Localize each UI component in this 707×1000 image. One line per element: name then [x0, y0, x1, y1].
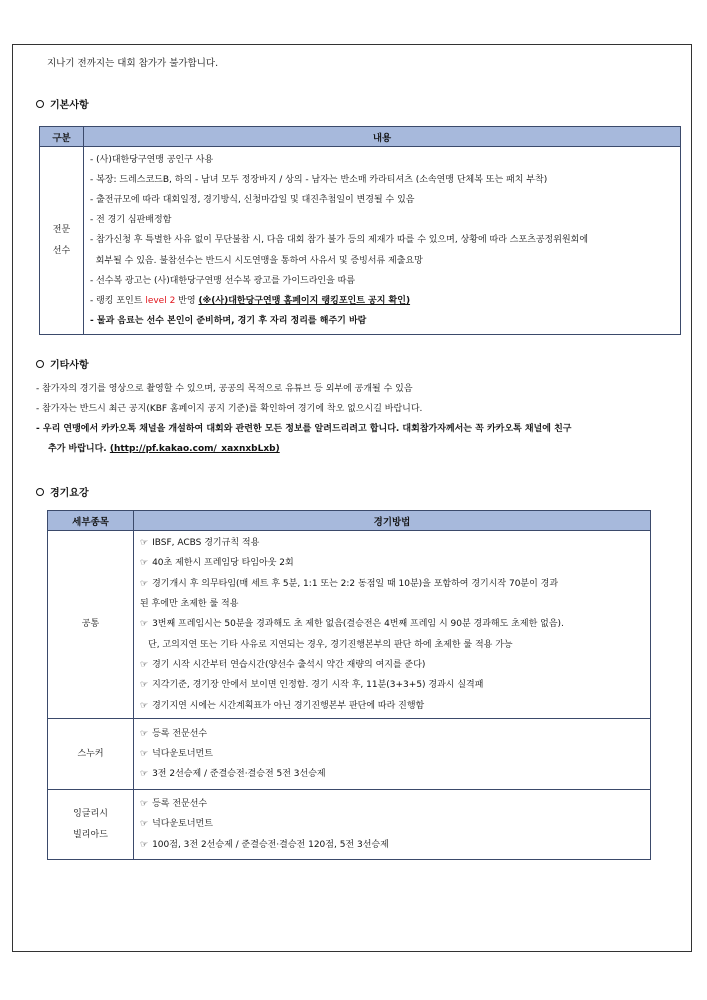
- category-cell: 잉글리시 빌리아드: [48, 790, 134, 860]
- pointing-hand-icon: ☞: [140, 558, 149, 569]
- pointing-hand-icon: ☞: [140, 819, 149, 830]
- section-title-game: 경기요강: [36, 487, 89, 501]
- list-item: 된 후에만 초제한 룰 적용: [140, 599, 239, 610]
- level-badge: level 2: [145, 296, 176, 306]
- list-item: ☞ 3번째 프레임시는 50분을 경과해도 초 제한 없음(결승전은 4번째 프레임 시 90분 경과해도 초제한 없음).: [140, 619, 564, 630]
- section-title-basic: 기본사항: [36, 99, 89, 113]
- note-line: - 우리 연맹에서 카카오톡 채널을 개설하여 대회와 관련한 모든 정보를 알려드리려고 합니다. 대회참가자께서는 꼭 카카오톡 채널에 친구: [36, 424, 572, 434]
- list-item: 단, 고의지연 또는 기타 사유로 지연되는 경우, 경기진행본부의 판단 하에 초제한 룰 적용 가능: [148, 639, 513, 650]
- note-line: - 참가자의 경기를 영상으로 촬영할 수 있으며, 공공의 목적으로 유튜브 등 외부에 공개될 수 있음: [36, 384, 413, 394]
- pointing-hand-icon: ☞: [140, 728, 149, 739]
- table-header: 세부종목: [48, 511, 134, 531]
- table-row: [48, 531, 651, 719]
- list-item: ☞ 넉다운토너먼트: [140, 819, 213, 830]
- list-item: ☞ 경기개시 후 의무타임(매 세트 후 5분, 1:1 또는 2:2 동점일 때 10분)을 포함하여 경기시작 70분이 경과: [140, 578, 559, 589]
- circle-bullet-icon: [36, 100, 44, 108]
- other-notes: [36, 379, 686, 459]
- pointing-hand-icon: ☞: [140, 769, 149, 780]
- game-rules-table: [47, 510, 651, 860]
- list-item: ☞ 등록 전문선수: [140, 728, 208, 739]
- pointing-hand-icon: ☞: [140, 659, 149, 670]
- list-item: ☞ 넉다운토너먼트: [140, 748, 213, 759]
- note-line: 추가 바랍니다. (http://pf.kakao.com/_xaxnxbLxb): [48, 444, 280, 454]
- category-cell: 공통: [48, 531, 134, 719]
- pointing-hand-icon: ☞: [140, 538, 149, 549]
- table-row: [48, 719, 651, 790]
- pointing-hand-icon: ☞: [140, 748, 149, 759]
- list-item: - 물과 음료는 선수 본인이 준비하며, 경기 후 자리 정리를 해주기 바람: [90, 316, 367, 327]
- content-cell: [84, 147, 681, 335]
- list-item: - 전 경기 심판배정함: [90, 215, 172, 226]
- list-item: ☞ IBSF, ACBS 경기규칙 적용: [140, 538, 260, 549]
- kakao-channel-link[interactable]: (http://pf.kakao.com/_xaxnxbLxb): [109, 444, 280, 454]
- pointing-hand-icon: ☞: [140, 680, 149, 691]
- list-item: ☞ 100점, 3전 2선승제 / 준결승전·결승전 120점, 5전 3선승제: [140, 839, 389, 850]
- list-item: - 복장: 드레스코드B, 하의 - 남녀 모두 정장바지 / 상의 - 남자는 반소매 카라티셔츠 (소속연맹 단체복 또는 패치 부착): [90, 174, 548, 185]
- list-item: ☞ 3전 2선승제 / 준결승전·결승전 5전 3선승제: [140, 769, 326, 780]
- content-cell: [134, 531, 651, 719]
- note-line: - 참가자는 반드시 최근 공지(KBF 홈페이지 공지 기준)를 확인하여 경기에 착오 없으시길 바랍니다.: [36, 404, 423, 414]
- basic-info-table: [39, 126, 681, 335]
- table-row: [48, 790, 651, 860]
- ranking-note: (※(사)대한당구연맹 홈페이지 랭킹포인트 공지 확인): [198, 296, 411, 306]
- pointing-hand-icon: ☞: [140, 700, 149, 711]
- circle-bullet-icon: [36, 360, 44, 368]
- list-item: ☞ 경기지연 시에는 시간계획표가 아닌 경기진행본부 판단에 따라 진행함: [140, 700, 425, 711]
- circle-bullet-icon: [36, 488, 44, 496]
- pointing-hand-icon: ☞: [140, 839, 149, 850]
- content-cell: [134, 719, 651, 790]
- content-cell: [134, 790, 651, 860]
- list-item: - (사)대한당구연맹 공인구 사용: [90, 154, 214, 165]
- table-header: 경기방법: [134, 511, 651, 531]
- pointing-hand-icon: ☞: [140, 619, 149, 630]
- pointing-hand-icon: ☞: [140, 799, 149, 810]
- section-title-other: 기타사항: [36, 359, 89, 373]
- ranking-item: - 랭킹 포인트 level 2 반영 (※(사)대한당구연맹 홈페이지 랭킹포인트 공지 확인): [90, 296, 411, 306]
- pointing-hand-icon: ☞: [140, 578, 149, 589]
- list-item: - 참가신청 후 특별한 사유 없이 무단불참 시, 다음 대회 참가 불가 등의 제재가 따를 수 있으며, 상황에 따라 스포츠공정위원회에: [90, 235, 589, 246]
- list-item: - 선수복 광고는 (사)대한당구연맹 선수복 광고를 가이드라인을 따름: [90, 275, 356, 286]
- intro-text: 지나기 전까지는 대회 참가가 불가합니다.: [47, 58, 219, 69]
- list-item: 회부될 수 있음. 불참선수는 반드시 시도연맹을 통하여 사유서 및 증빙서류 제출요망: [90, 255, 423, 266]
- category-cell: 전문 선수: [40, 147, 84, 335]
- list-item: ☞ 경기 시작 시간부터 연습시간(양선수 출석시 약간 재량의 여지를 준다): [140, 659, 426, 670]
- list-item: - 출전규모에 따라 대회일정, 경기방식, 신청마감일 및 대진추첨일이 변경될 수 있음: [90, 194, 415, 205]
- list-item: ☞ 등록 전문선수: [140, 799, 208, 810]
- list-item: ☞ 지각기준, 경기장 안에서 보이면 인정함. 경기 시작 후, 11분(3+3+5) 경과시 실격패: [140, 680, 484, 691]
- table-header: 구분: [40, 127, 84, 147]
- category-cell: 스누커: [48, 719, 134, 790]
- list-item: ☞ 40초 제한시 프레임당 타임아웃 2회: [140, 558, 294, 569]
- table-header: 내용: [84, 127, 681, 147]
